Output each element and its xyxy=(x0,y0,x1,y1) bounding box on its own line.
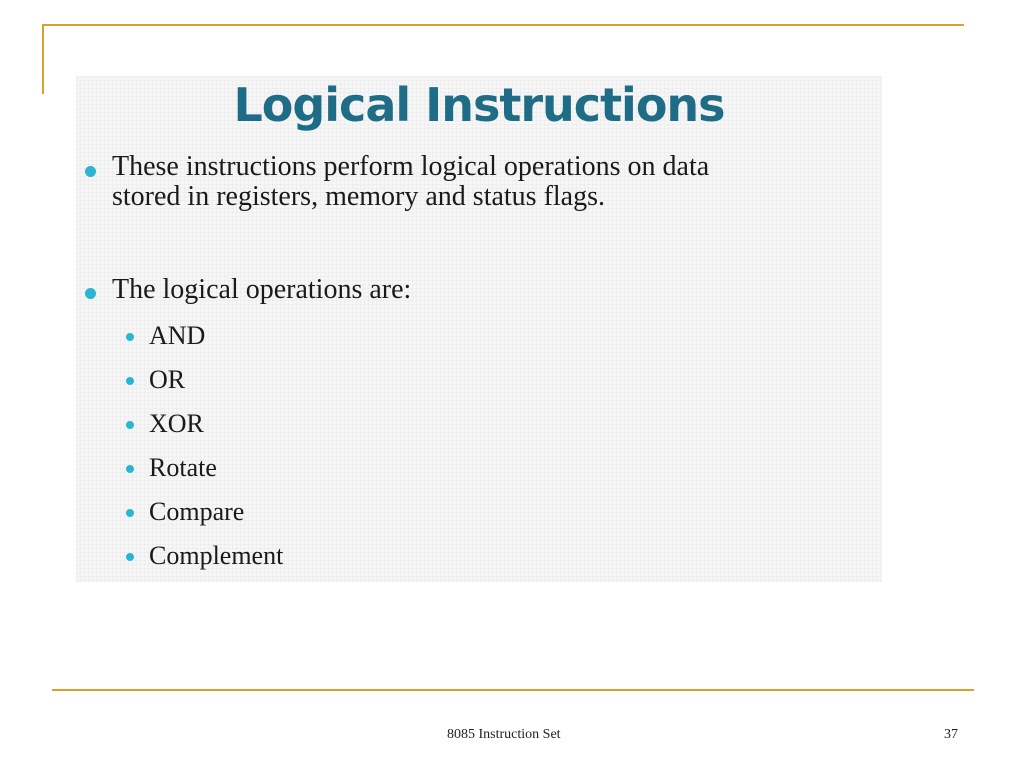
sub-bullet-dot-icon xyxy=(126,377,134,385)
sub-bullet-dot-icon xyxy=(126,553,134,561)
bullet-dot-icon xyxy=(85,288,96,299)
frame-left-line xyxy=(42,24,44,94)
footer-caption: 8085 Instruction Set xyxy=(447,727,561,742)
sub-bullet-dot-icon xyxy=(126,465,134,473)
content-image xyxy=(76,76,882,582)
operation-or: OR xyxy=(149,365,186,394)
bullet-dot-icon xyxy=(85,166,96,177)
bullet-1-line-1: These instructions perform logical operations on data xyxy=(112,151,710,182)
page-number: 37 xyxy=(944,727,958,742)
frame-top-line xyxy=(42,24,964,26)
sub-bullet-dot-icon xyxy=(126,421,134,429)
bullet-2-line-1: The logical operations are: xyxy=(112,274,412,305)
sub-bullet-dot-icon xyxy=(126,333,134,341)
operation-xor: XOR xyxy=(149,409,204,438)
footer-divider-line xyxy=(52,689,974,691)
operation-compare: Compare xyxy=(149,497,245,526)
operation-complement: Complement xyxy=(149,541,284,570)
slide-title: Logical Instructions xyxy=(233,78,725,132)
bullet-1-line-2: stored in registers, memory and status flags. xyxy=(112,181,606,212)
operation-and: AND xyxy=(149,321,206,350)
operation-rotate: Rotate xyxy=(149,453,217,482)
sub-bullet-dot-icon xyxy=(126,509,134,517)
